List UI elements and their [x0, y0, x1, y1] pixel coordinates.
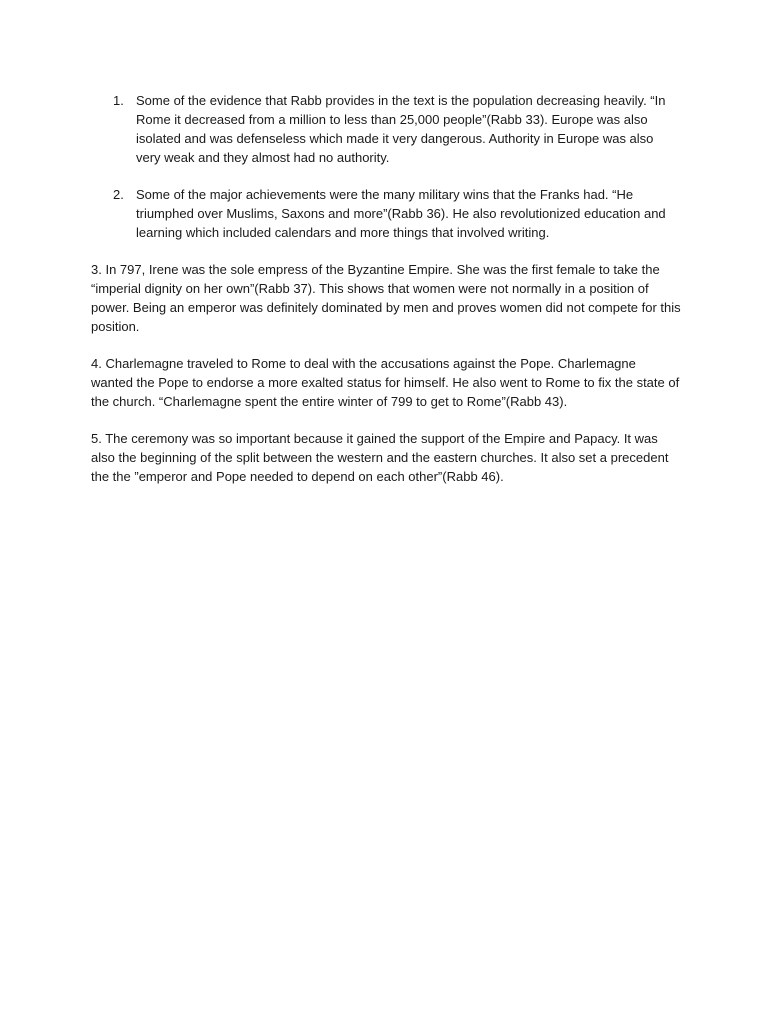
paragraph-answer-3: 3. In 797, Irene was the sole empress of the Byzantine Empire. She was the first female to take the “imperial dignity on her own”(Rabb 37). This shows that women were not normally in a position of power. Being an emperor was definitely dominated by men and proves women did not compete for this position. [91, 262, 681, 334]
list-item-1 [91, 91, 681, 167]
list-item-text: Some of the evidence that Rabb provides in the text is the population decreasing heavily. “In Rome it decreased from a million to less than 25,000 people”(Rabb 33). Europe was also isolated and was defenseless which made it very dangerous. Authority in Europe was also very weak and they almost had no authority. [136, 93, 666, 165]
list-item-number: 2. [113, 187, 124, 202]
list-item-text: Some of the major achievements were the many military wins that the Franks had. “He triumphed over Muslims, Saxons and more”(Rabb 36). He also revolutionized education and learning which included calendars and more things that involved writing. [136, 187, 666, 240]
list-item-number: 1. [113, 93, 124, 108]
document-body [91, 91, 681, 504]
list-item-2 [91, 185, 681, 242]
paragraph-answer-5: 5. The ceremony was so important because it gained the support of the Empire and Papacy. It was also the beginning of the split between the western and the eastern churches. It also set a precedent the the ”emperor and Pope needed to depend on each other”(Rabb 46). [91, 431, 669, 484]
paragraph-answer-4: 4. Charlemagne traveled to Rome to deal with the accusations against the Pope. Charlemagne wanted the Pope to endorse a more exalted status for himself. He also went to Rome to fix the state of the church. “Charlemagne spent the entire winter of 799 to get to Rome”(Rabb 43). [91, 356, 680, 409]
numbered-list [91, 91, 681, 242]
